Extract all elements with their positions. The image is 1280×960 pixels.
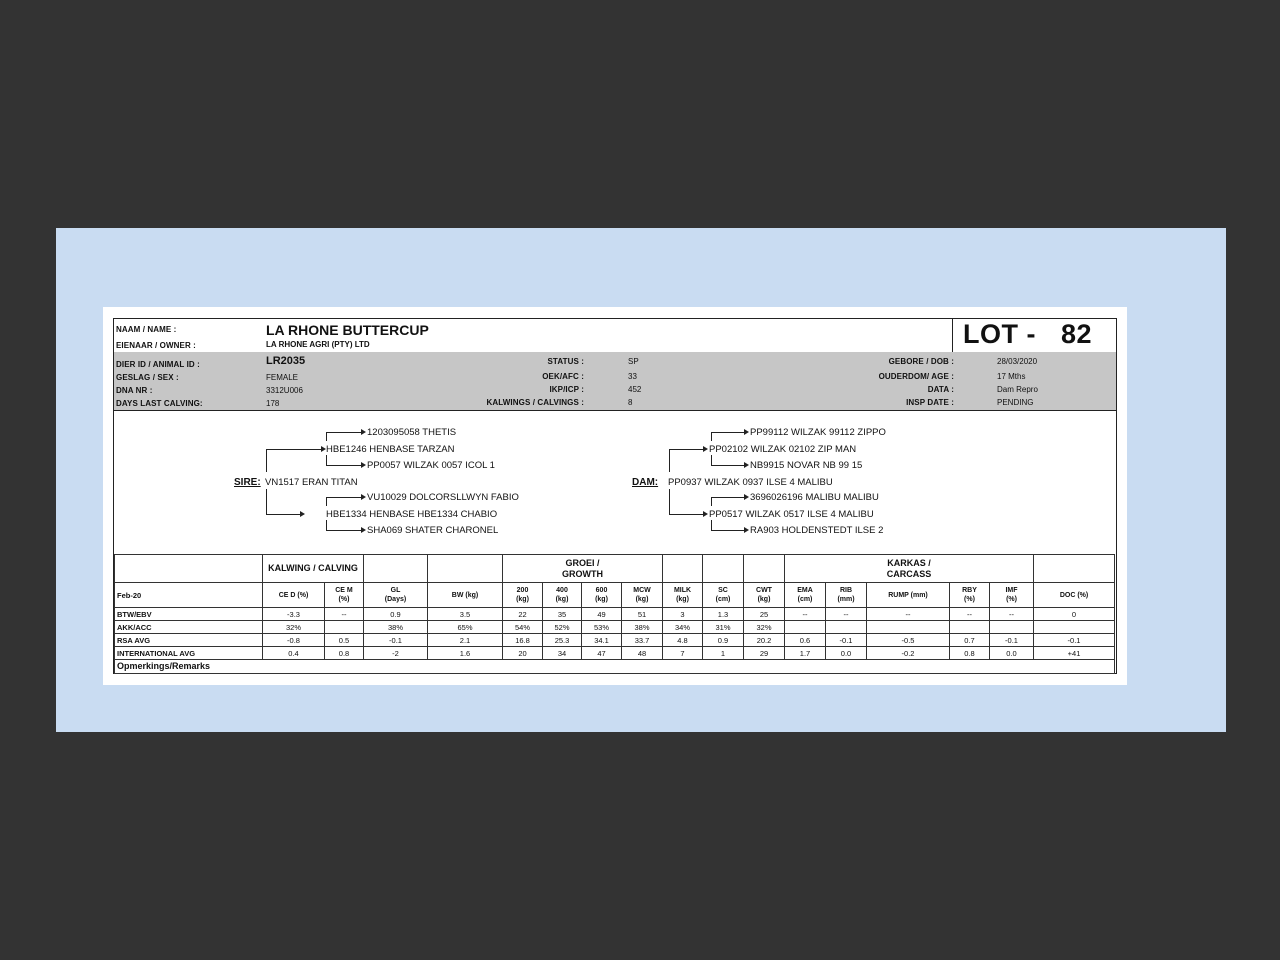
- dam-label: DAM:: [632, 477, 659, 488]
- table-cell: --: [867, 608, 950, 621]
- col-rump: RUMP (mm): [867, 583, 950, 608]
- sex-label: GESLAG / SEX :: [116, 373, 179, 382]
- arrow-icon: [744, 462, 749, 468]
- data-value: Dam Repro: [997, 385, 1038, 394]
- sire-dam-sire: VU10029 DOLCORSLLWYN FABIO: [367, 492, 519, 503]
- afc-value: 33: [628, 372, 637, 381]
- table-cell: 3.5: [428, 608, 503, 621]
- arrow-icon: [744, 429, 749, 435]
- lot-card: [113, 318, 1117, 674]
- col-rib: RIB (mm): [826, 583, 867, 608]
- sire-sire-dam: PP0057 WILZAK 0057 ICOL 1: [367, 460, 495, 471]
- table-cell: 38%: [622, 621, 663, 634]
- table-cell: 0.9: [364, 608, 428, 621]
- sire-label: SIRE:: [234, 477, 261, 488]
- days-value: 178: [266, 399, 280, 408]
- table-cell: 34: [543, 647, 582, 660]
- table-cell: 0.6: [785, 634, 826, 647]
- table-cell: 34%: [663, 621, 703, 634]
- group-header-row: [115, 555, 1115, 583]
- insp-value: PENDING: [997, 398, 1034, 407]
- col-gl: GL (Days): [364, 583, 428, 608]
- table-cell: 1.3: [703, 608, 744, 621]
- table-cell: -0.1: [826, 634, 867, 647]
- arrow-icon: [703, 446, 708, 452]
- table-cell: -0.1: [990, 634, 1034, 647]
- sire-sire-sire: 1203095058 THETIS: [367, 427, 457, 438]
- arrow-icon: [703, 511, 708, 517]
- table-cell: 1: [703, 647, 744, 660]
- table-cell: 33.7: [622, 634, 663, 647]
- table-cell: 51: [622, 608, 663, 621]
- dob-label: GEBORE / DOB :: [888, 357, 954, 366]
- table-cell: --: [990, 608, 1034, 621]
- table-cell: 35: [543, 608, 582, 621]
- lot-number: 82: [1061, 319, 1093, 349]
- sex-value: FEMALE: [266, 373, 299, 382]
- table-cell: 0.9: [703, 634, 744, 647]
- col-milk: MILK (kg): [663, 583, 703, 608]
- owner-label: EIENAAR / OWNER :: [116, 341, 196, 350]
- table-cell: 29: [744, 647, 785, 660]
- remarks-label: Opmerkings/Remarks: [115, 660, 1115, 674]
- animal-id-label: DIER ID / ANIMAL ID :: [116, 360, 200, 369]
- details-band: [114, 352, 1116, 411]
- status-value: SP: [628, 357, 639, 366]
- sire-dam-dam: SHA069 SHATER CHARONEL: [367, 525, 499, 536]
- col-bw: BW (kg): [428, 583, 503, 608]
- table-cell: 65%: [428, 621, 503, 634]
- table-cell: 1.7: [785, 647, 826, 660]
- table-cell: [826, 621, 867, 634]
- status-label: STATUS :: [547, 357, 584, 366]
- arrow-icon: [300, 511, 305, 517]
- table-cell: 32%: [263, 621, 325, 634]
- table-cell: [325, 621, 364, 634]
- table-cell: 25: [744, 608, 785, 621]
- col-imf: IMF (%): [990, 583, 1034, 608]
- dam-name: PP0937 WILZAK 0937 ILSE 4 MALIBU: [668, 477, 833, 488]
- table-cell: 34.1: [582, 634, 622, 647]
- table-cell: 54%: [503, 621, 543, 634]
- afc-label: OEK/AFC :: [542, 372, 584, 381]
- table-row: AKK/ACC 32% 38% 65% 54% 52% 53% 38% 34% 31% 32%: [115, 621, 1115, 634]
- table-row: RSA AVG -0.8 0.5 -0.1 2.1 16.8 25.3 34.1 33.7 4.8 0.9 20.2 0.6 -0.1 -0.5 0.7 -0.1 -0.1: [115, 634, 1115, 647]
- sire-dam: HBE1334 HENBASE HBE1334 CHABIO: [326, 509, 498, 520]
- arrow-icon: [361, 429, 366, 435]
- growth-group-header: GROEI / GROWTH: [503, 555, 663, 583]
- table-cell: -3.3: [263, 608, 325, 621]
- lot-label: LOT -: [963, 319, 1036, 349]
- table-row: BTW/EBV -3.3 -- 0.9 3.5 22 35 49 51 3 1.3 25 -- -- -- -- -- 0: [115, 608, 1115, 621]
- table-cell: --: [950, 608, 990, 621]
- table-cell: 0: [1034, 608, 1115, 621]
- icp-label: IKP/ICP :: [549, 385, 584, 394]
- table-cell: -2: [364, 647, 428, 660]
- table-cell: [785, 621, 826, 634]
- data-label: DATA :: [927, 385, 954, 394]
- dna-value: 3312U006: [266, 386, 303, 395]
- table-cell: 1.6: [428, 647, 503, 660]
- table-cell: [867, 621, 950, 634]
- arrow-icon: [361, 527, 366, 533]
- table-cell: 0.7: [950, 634, 990, 647]
- table-cell: [990, 621, 1034, 634]
- col-ced: CE D (%): [263, 583, 325, 608]
- arrow-icon: [361, 462, 366, 468]
- sire-name: VN1517 ERAN TITAN: [265, 477, 358, 488]
- table-cell: 31%: [703, 621, 744, 634]
- calvings-label: KALWINGS / CALVINGS :: [486, 398, 584, 407]
- name-label: NAAM / NAME :: [116, 325, 177, 334]
- calving-group-header: KALWING / CALVING: [263, 555, 364, 583]
- table-cell: 49: [582, 608, 622, 621]
- table-cell: 38%: [364, 621, 428, 634]
- icp-value: 452: [628, 385, 642, 394]
- col-mcw: MCW (kg): [622, 583, 663, 608]
- table-cell: --: [785, 608, 826, 621]
- col-600: 600 (kg): [582, 583, 622, 608]
- table-cell: --: [826, 608, 867, 621]
- table-cell: 7: [663, 647, 703, 660]
- col-cwt: CWT (kg): [744, 583, 785, 608]
- col-cem: CE M (%): [325, 583, 364, 608]
- dam-dam-dam: RA903 HOLDENSTEDT ILSE 2: [750, 525, 884, 536]
- table-cell: +41: [1034, 647, 1115, 660]
- table-cell: --: [325, 608, 364, 621]
- table-cell: 32%: [744, 621, 785, 634]
- table-cell: 20: [503, 647, 543, 660]
- carcass-group-header: KARKAS / CARCASS: [785, 555, 1034, 583]
- table-row: INTERNATIONAL AVG 0.4 0.8 -2 1.6 20 34 47 48 7 1 29 1.7 0.0 -0.2 0.8 0.0 +41: [115, 647, 1115, 660]
- dob-value: 28/03/2020: [997, 357, 1038, 366]
- col-400: 400 (kg): [543, 583, 582, 608]
- dam-dam: PP0517 WILZAK 0517 ILSE 4 MALIBU: [709, 509, 874, 520]
- table-cell: 0.4: [263, 647, 325, 660]
- dam-sire-dam: NB9915 NOVAR NB 99 15: [750, 460, 863, 471]
- col-doc: DOC (%): [1034, 583, 1115, 608]
- sire-sire: HBE1246 HENBASE TARZAN: [326, 444, 455, 455]
- arrow-icon: [744, 527, 749, 533]
- calvings-value: 8: [628, 398, 633, 407]
- table-cell: -0.8: [263, 634, 325, 647]
- table-cell: 0.5: [325, 634, 364, 647]
- performance-table: [114, 554, 1115, 674]
- animal-id-value: LR2035: [266, 355, 306, 367]
- table-cell: 25.3: [543, 634, 582, 647]
- col-ema: EMA (cm): [785, 583, 826, 608]
- lot-box: [952, 319, 1119, 352]
- arrow-icon: [744, 494, 749, 500]
- owner-value: LA RHONE AGRI (PTY) LTD: [266, 340, 370, 349]
- col-sc: SC (cm): [703, 583, 744, 608]
- table-cell: 22: [503, 608, 543, 621]
- age-value: 17 Mths: [997, 372, 1026, 381]
- remarks-row: [115, 660, 1115, 674]
- table-cell: [950, 621, 990, 634]
- table-cell: 0.8: [950, 647, 990, 660]
- table-cell: 48: [622, 647, 663, 660]
- table-cell: 0.8: [325, 647, 364, 660]
- lot-sheet: [103, 307, 1127, 685]
- table-cell: 47: [582, 647, 622, 660]
- insp-label: INSP DATE :: [906, 398, 954, 407]
- col-200: 200 (kg): [503, 583, 543, 608]
- table-cell: 16.8: [503, 634, 543, 647]
- column-header-row: [115, 583, 1115, 608]
- animal-name: LA RHONE BUTTERCUP: [266, 322, 429, 338]
- dam-sire-sire: PP99112 WILZAK 99112 ZIPPO: [750, 427, 886, 438]
- table-cell: -0.1: [1034, 634, 1115, 647]
- col-rby: RBY (%): [950, 583, 990, 608]
- age-label: OUDERDOM/ AGE :: [878, 372, 954, 381]
- table-cell: -0.2: [867, 647, 950, 660]
- date-label: Feb-20: [115, 583, 263, 608]
- arrow-icon: [361, 494, 366, 500]
- table-cell: 0.0: [826, 647, 867, 660]
- table-cell: 53%: [582, 621, 622, 634]
- table-cell: -0.5: [867, 634, 950, 647]
- dam-dam-sire: 3696026196 MALIBU MALIBU: [750, 492, 879, 503]
- table-cell: 20.2: [744, 634, 785, 647]
- table-cell: [1034, 621, 1115, 634]
- table-cell: 52%: [543, 621, 582, 634]
- dna-label: DNA NR :: [116, 386, 153, 395]
- days-label: DAYS LAST CALVING:: [116, 399, 203, 408]
- table-cell: 3: [663, 608, 703, 621]
- table-cell: 2.1: [428, 634, 503, 647]
- table-cell: 0.0: [990, 647, 1034, 660]
- table-cell: 4.8: [663, 634, 703, 647]
- table-cell: -0.1: [364, 634, 428, 647]
- dam-sire: PP02102 WILZAK 02102 ZIP MAN: [709, 444, 857, 455]
